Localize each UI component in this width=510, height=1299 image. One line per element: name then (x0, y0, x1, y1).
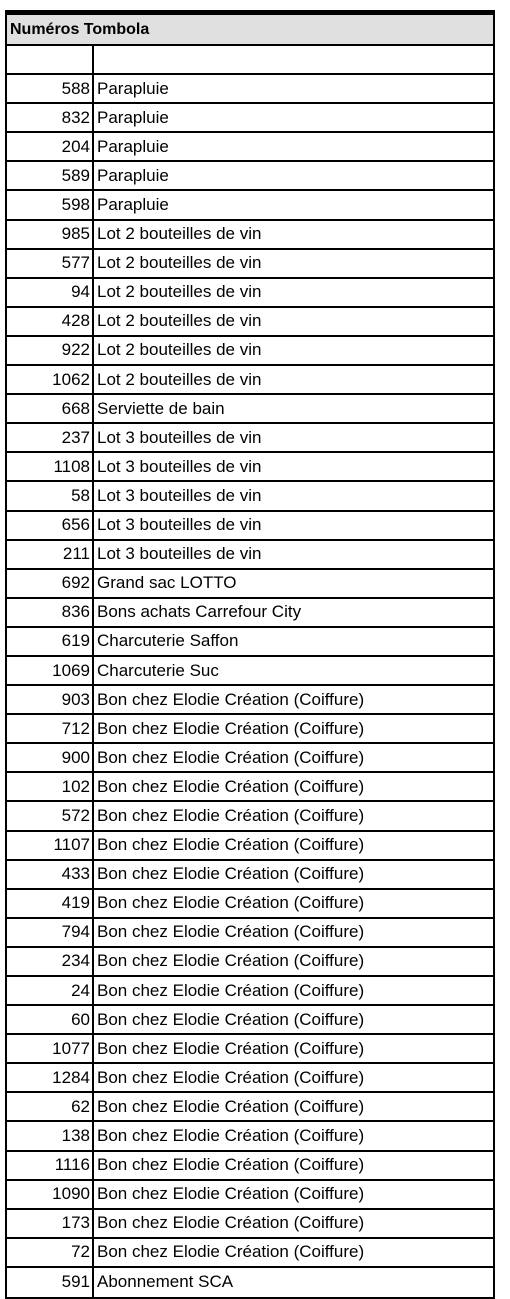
prize-cell[interactable]: Bon chez Elodie Création (Coiffure) (97, 1213, 365, 1233)
prize-cell[interactable]: Bon chez Elodie Création (Coiffure) (97, 776, 365, 796)
prize-cell[interactable]: Charcuterie Suc (97, 660, 219, 680)
ticket-number-cell[interactable] (7, 46, 94, 73)
table-row (7, 861, 493, 890)
table-row (7, 657, 493, 686)
ticket-number-cell[interactable]: 24 (7, 977, 94, 1004)
prize-cell[interactable]: Bon chez Elodie Création (Coiffure) (97, 1184, 365, 1204)
ticket-number-cell[interactable]: 234 (7, 948, 94, 975)
ticket-number-cell[interactable]: 102 (7, 773, 94, 800)
table-row (7, 1064, 493, 1093)
ticket-number-cell[interactable]: 1090 (7, 1181, 94, 1208)
table-row (7, 366, 493, 395)
prize-cell[interactable]: Bon chez Elodie Création (Coiffure) (97, 1009, 365, 1029)
table-row (7, 802, 493, 831)
table-row (7, 1035, 493, 1064)
prize-cell[interactable]: Parapluie (97, 165, 169, 185)
prize-cell[interactable]: Bon chez Elodie Création (Coiffure) (97, 718, 365, 738)
prize-cell[interactable]: Parapluie (97, 78, 169, 98)
ticket-number-cell[interactable]: 1284 (7, 1064, 94, 1091)
table-row (7, 832, 493, 861)
prize-cell[interactable]: Lot 3 bouteilles de vin (97, 427, 262, 447)
prize-cell[interactable]: Bon chez Elodie Création (Coiffure) (97, 747, 365, 767)
ticket-number-cell[interactable]: 692 (7, 570, 94, 597)
table-row (7, 599, 493, 628)
prize-cell[interactable]: Parapluie (97, 107, 169, 127)
prize-cell[interactable]: Bon chez Elodie Création (Coiffure) (97, 980, 365, 1000)
table-row (7, 1093, 493, 1122)
prize-cell[interactable]: Bon chez Elodie Création (Coiffure) (97, 1242, 365, 1262)
prize-cell[interactable]: Lot 2 bouteilles de vin (97, 311, 262, 331)
ticket-number-cell[interactable]: 985 (7, 221, 94, 248)
ticket-number-cell[interactable]: 1077 (7, 1035, 94, 1062)
ticket-number-cell[interactable]: 656 (7, 512, 94, 539)
ticket-number-cell[interactable]: 94 (7, 279, 94, 306)
table-row (7, 948, 493, 977)
ticket-number-cell[interactable]: 1107 (7, 832, 94, 859)
ticket-number-cell[interactable]: 428 (7, 308, 94, 335)
table-row (7, 715, 493, 744)
prize-cell[interactable]: Parapluie (97, 195, 169, 215)
ticket-number-cell[interactable]: 72 (7, 1239, 94, 1266)
table-row (7, 686, 493, 715)
prize-cell[interactable]: Bon chez Elodie Création (Coiffure) (97, 1067, 365, 1087)
table-row (7, 919, 493, 948)
ticket-number-cell[interactable]: 591 (7, 1268, 94, 1297)
ticket-number-cell[interactable]: 589 (7, 162, 94, 189)
table-row (7, 1268, 493, 1297)
table-row (7, 221, 493, 250)
tombola-table (5, 10, 495, 1299)
prize-cell[interactable]: Lot 3 bouteilles de vin (97, 485, 262, 505)
table-row (7, 512, 493, 541)
prize-cell[interactable]: Bon chez Elodie Création (Coiffure) (97, 1038, 365, 1058)
table-row (7, 541, 493, 570)
ticket-number-cell[interactable]: 922 (7, 337, 94, 364)
ticket-number-cell[interactable]: 900 (7, 744, 94, 771)
prize-cell[interactable]: Grand sac LOTTO (97, 573, 237, 593)
ticket-number-cell[interactable]: 204 (7, 133, 94, 160)
prize-cell[interactable]: Serviette de bain (97, 398, 225, 418)
table-row (7, 395, 493, 424)
table-row (7, 890, 493, 919)
prize-cell[interactable]: Bon chez Elodie Création (Coiffure) (97, 1155, 365, 1175)
ticket-number-cell[interactable]: 1069 (7, 657, 94, 684)
prize-cell[interactable]: Bon chez Elodie Création (Coiffure) (97, 689, 365, 709)
table-row (7, 744, 493, 773)
table-row (7, 279, 493, 308)
prize-cell[interactable]: Bon chez Elodie Création (Coiffure) (97, 922, 365, 942)
table-row (7, 424, 493, 453)
ticket-number-cell[interactable]: 60 (7, 1006, 94, 1033)
table-row (7, 628, 493, 657)
prize-cell[interactable]: Lot 3 bouteilles de vin (97, 456, 262, 476)
prize-cell[interactable]: Bon chez Elodie Création (Coiffure) (97, 1126, 365, 1146)
ticket-number-cell[interactable]: 832 (7, 104, 94, 131)
table-row (7, 570, 493, 599)
table-row (7, 977, 493, 1006)
ticket-number-cell[interactable]: 794 (7, 919, 94, 946)
ticket-number-cell[interactable]: 419 (7, 890, 94, 917)
prize-cell[interactable]: Lot 3 bouteilles de vin (97, 544, 262, 564)
prize-cell[interactable]: Bon chez Elodie Création (Coiffure) (97, 1096, 365, 1116)
ticket-number-cell[interactable]: 668 (7, 395, 94, 422)
table-title[interactable]: Numéros Tombola (7, 15, 493, 46)
ticket-number-cell[interactable]: 58 (7, 482, 94, 509)
table-row (7, 1152, 493, 1181)
ticket-number-cell[interactable]: 588 (7, 75, 94, 102)
ticket-number-cell[interactable]: 1116 (7, 1152, 94, 1179)
table-row (7, 104, 493, 133)
table-row (7, 773, 493, 802)
table-row (7, 162, 493, 191)
ticket-number-cell[interactable]: 1062 (7, 366, 94, 393)
table-row (7, 133, 493, 162)
table-row (7, 453, 493, 482)
prize-cell[interactable]: Bon chez Elodie Création (Coiffure) (97, 805, 365, 825)
ticket-number-cell[interactable]: 572 (7, 802, 94, 829)
table-body (7, 46, 493, 1297)
ticket-number-cell[interactable]: 1108 (7, 453, 94, 480)
table-row (7, 1239, 493, 1268)
table-row (7, 191, 493, 220)
table-row (7, 250, 493, 279)
ticket-number-cell[interactable]: 712 (7, 715, 94, 742)
ticket-number-cell[interactable]: 903 (7, 686, 94, 713)
ticket-number-cell[interactable]: 836 (7, 599, 94, 626)
ticket-number-cell[interactable]: 62 (7, 1093, 94, 1120)
ticket-number-cell[interactable]: 619 (7, 628, 94, 655)
prize-cell[interactable]: Bons achats Carrefour City (97, 602, 302, 622)
prize-cell[interactable]: Lot 3 bouteilles de vin (97, 515, 262, 535)
prize-cell[interactable]: Lot 2 bouteilles de vin (97, 253, 262, 273)
prize-cell[interactable]: Lot 2 bouteilles de vin (97, 340, 262, 360)
ticket-number-cell[interactable]: 138 (7, 1122, 94, 1149)
ticket-number-cell[interactable]: 433 (7, 861, 94, 888)
prize-cell[interactable]: Charcuterie Saffon (97, 631, 239, 651)
table-row (7, 46, 493, 75)
ticket-number-cell[interactable]: 577 (7, 250, 94, 277)
table-row (7, 1122, 493, 1151)
prize-cell[interactable]: Bon chez Elodie Création (Coiffure) (97, 864, 365, 884)
table-row (7, 1006, 493, 1035)
prize-cell[interactable]: Lot 2 bouteilles de vin (97, 224, 262, 244)
table-row (7, 75, 493, 104)
table-row (7, 1210, 493, 1239)
prize-cell[interactable]: Abonnement SCA (97, 1272, 234, 1292)
table-row (7, 1181, 493, 1210)
prize-cell[interactable]: Bon chez Elodie Création (Coiffure) (97, 893, 365, 913)
prize-cell[interactable]: Bon chez Elodie Création (Coiffure) (97, 835, 365, 855)
ticket-number-cell[interactable]: 173 (7, 1210, 94, 1237)
prize-cell[interactable]: Lot 2 bouteilles de vin (97, 369, 262, 389)
prize-cell[interactable]: Bon chez Elodie Création (Coiffure) (97, 951, 365, 971)
ticket-number-cell[interactable]: 211 (7, 541, 94, 568)
prize-cell[interactable]: Lot 2 bouteilles de vin (97, 282, 262, 302)
prize-cell[interactable]: Parapluie (97, 136, 169, 156)
table-row (7, 337, 493, 366)
table-row (7, 482, 493, 511)
ticket-number-cell[interactable]: 237 (7, 424, 94, 451)
table-row (7, 308, 493, 337)
prize-cell[interactable] (94, 46, 493, 73)
ticket-number-cell[interactable]: 598 (7, 191, 94, 218)
